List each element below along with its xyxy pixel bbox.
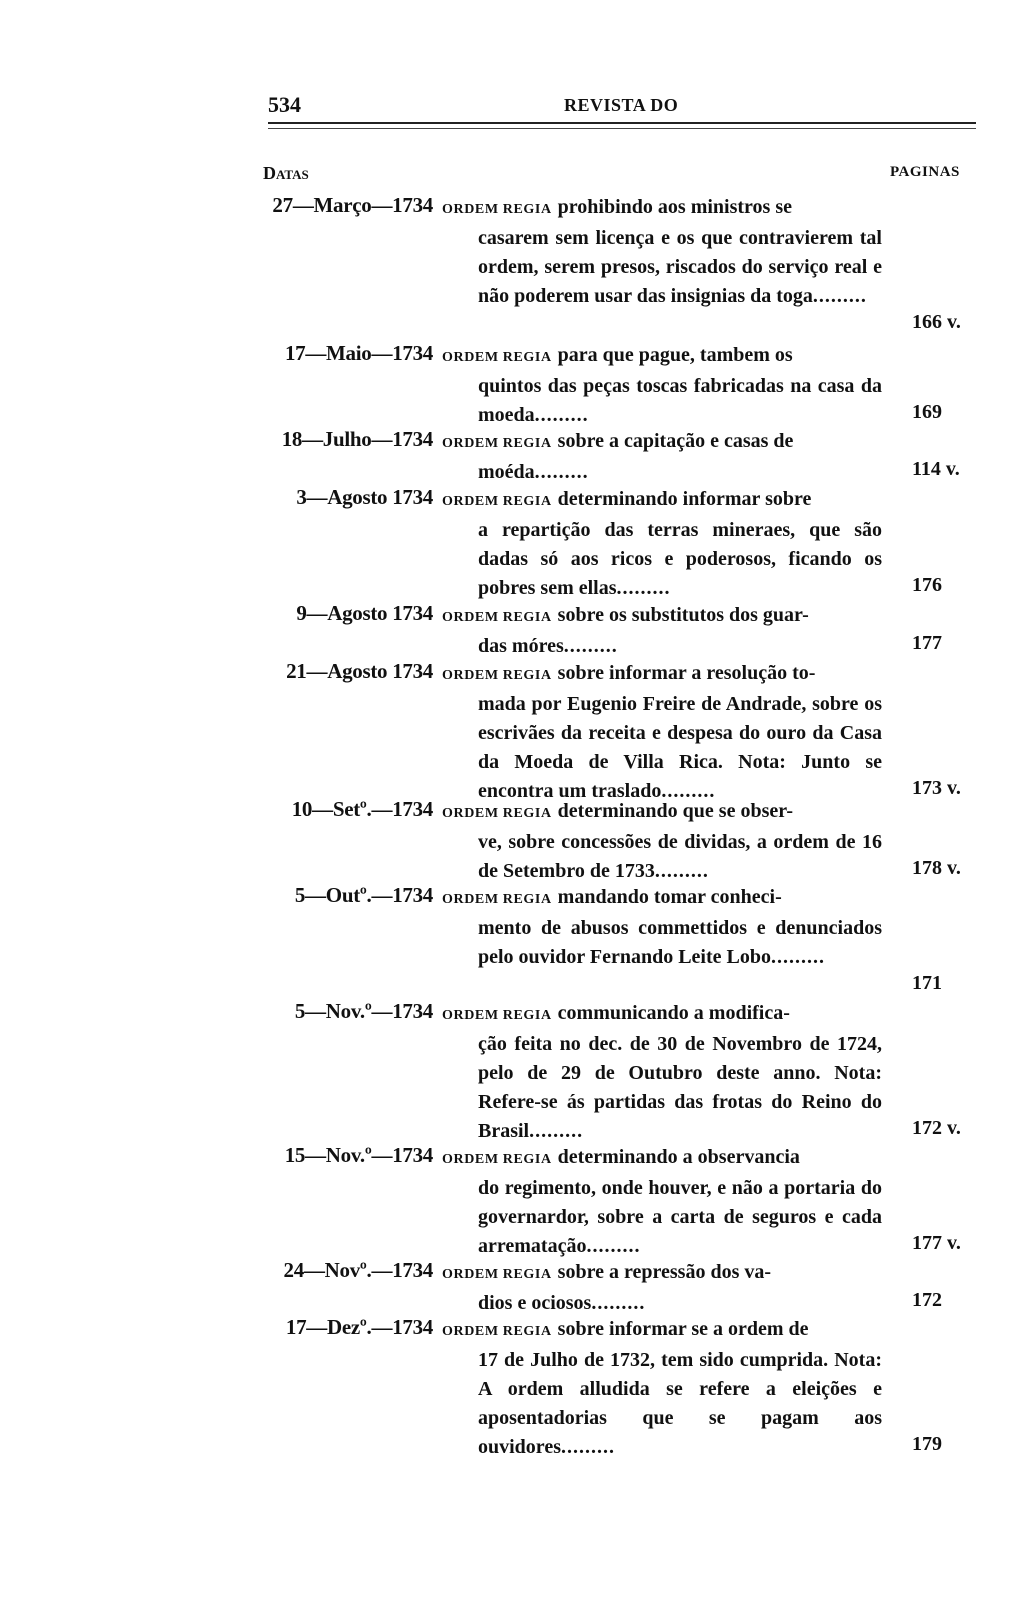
entry-rest-text: a repartição das terras mineraes, que são dadas só aos ricos e poderosos, ficando os pobres sem ellas [478,519,882,599]
table-row [0,797,1033,884]
entry-page-number: 114 v. [912,458,960,480]
page-number: 534 [268,92,301,117]
leader-dots: ......... [563,635,618,657]
entry-lead: ORDEM REGIA [442,610,552,625]
leader-dots: ......... [812,285,867,307]
leader-dots: ......... [661,780,716,802]
table-row [0,1315,1033,1460]
table-row [0,1258,1033,1316]
table-row [0,601,1033,659]
entry-page-number: 177 v. [912,1232,961,1254]
entry-lead: ORDEM REGIA [442,892,552,907]
entry-description [442,1143,882,1261]
entry-continuation [442,1030,882,1146]
entry-date: 5—Nov.º—1734 [294,999,433,1023]
entry-first-line: determinando a observancia [557,1146,800,1168]
entry-date: 9—Agosto 1734 [296,601,433,625]
entry-page-number: 179 [912,1433,942,1455]
leader-dots: ......... [771,946,825,968]
table-row [0,485,1033,601]
entry-description [442,999,882,1146]
entry-page-number: 173 v. [912,777,961,799]
leader-dots: ......... [534,461,589,483]
leader-dots: ......... [529,1120,584,1142]
entry-first-line: para que pague, tambem os [557,344,793,366]
table-row [0,427,1033,485]
entry-lead: ORDEM REGIA [442,202,552,217]
entry-first-line: communicando a modifica- [557,1002,790,1024]
entry-lead: ORDEM REGIA [442,806,552,821]
entry-page-number: 166 v. [912,311,961,333]
entry-date: 18—Julho—1734 [281,427,433,451]
leader-dots: ......... [654,860,709,882]
entry-rest-text: 17 de Julho de 1732, tem sido cumprida. Nota: A ordem alludida se refere a eleições e aposentadorias que se pagam aos ouvidores [478,1349,882,1458]
entry-first-line: sobre informar se a ordem de [557,1318,809,1340]
entry-continuation [442,1289,882,1318]
entry-date: 15—Nov.º—1734 [284,1143,433,1167]
entry-first-line: prohibindo aos ministros se [557,196,792,218]
entry-continuation [442,690,882,806]
pages-column-heading: PAGINAS [890,164,960,180]
entry-lead: ORDEM REGIA [442,350,552,365]
entry-continuation [442,828,882,886]
entry-continuation [442,458,882,487]
entry-rest-text: ve, sobre concessões de dividas, a ordem de 16 de Setembro de 1733 [478,831,882,882]
entry-date: 27—Março—1734 [272,193,433,217]
entry-rest-text: ção feita no dec. de 30 de Novembro de 1724, pelo de 29 de Outubro deste anno. Nota: Refere-se ás partidas das frotas do Reino do Brasil [478,1033,882,1142]
entry-rest-text: casarem sem licença e os que contravierem tal ordem, serem presos, riscados do serviço real e não poderem usar das insignias da toga [478,227,882,307]
entry-date: 24—Novº.—1734 [283,1258,433,1282]
table-row [0,659,1033,804]
entry-continuation [442,1346,882,1462]
entry-continuation [442,1174,882,1261]
entry-date: 17—Maio—1734 [284,341,433,365]
entry-first-line: sobre a capitação e casas de [557,430,794,452]
entry-lead: ORDEM REGIA [442,1324,552,1339]
leader-dots: ......... [534,404,589,426]
entry-description [442,601,882,661]
entry-description [442,1315,882,1462]
entry-continuation [442,516,882,603]
entry-rest-text: moéda [478,461,535,483]
entry-page-number: 172 [912,1289,942,1311]
entry-first-line: sobre informar a resolução to- [557,662,816,684]
entry-first-line: sobre os substitutos dos guar- [557,604,809,626]
entry-rest-text: mento de abusos commettidos e denunciados pelo ouvidor Fernando Leite Lobo [478,917,882,968]
entry-rest-text: quintos das peças toscas fabricadas na casa da moeda [478,375,882,426]
entry-first-line: determinando que se obser- [557,800,794,822]
entry-description [442,485,882,603]
header-rule [268,122,976,129]
running-header [268,92,978,132]
entry-lead: ORDEM REGIA [442,1267,552,1282]
entry-rest-text: do regimento, onde houver, e não a portaria do governardor, sobre a carta de seguros e cada arrematação [478,1177,882,1257]
entry-description [442,341,882,430]
entry-lead: ORDEM REGIA [442,1152,552,1167]
entry-lead: ORDEM REGIA [442,436,552,451]
table-row [0,883,1033,999]
entry-date: 10—Setº.—1734 [291,797,433,821]
table-row [0,999,1033,1144]
entry-description [442,883,882,972]
entry-page-number: 178 v. [912,857,961,879]
entry-lead: ORDEM REGIA [442,494,552,509]
leader-dots: ......... [586,1235,641,1257]
entry-lead: ORDEM REGIA [442,1008,552,1023]
entry-date: 5—Outº.—1734 [294,883,433,907]
entry-description [442,193,882,311]
entry-page-number: 172 v. [912,1117,961,1139]
entry-page-number: 171 [912,972,942,994]
leader-dots: ......... [560,1436,615,1458]
entry-continuation [442,632,882,661]
entry-page-number: 177 [912,632,942,654]
entry-rest-text: dios e ociosos [478,1292,592,1314]
entry-rest-text: mada por Eugenio Freire de Andrade, sobre os escrivães da receita e despesa do ouro da Casa da Moeda de Villa Rica. Nota: Junto se encontra um traslado [478,693,882,802]
leader-dots: ......... [591,1292,646,1314]
entry-description [442,1258,882,1318]
table-row [0,193,1033,338]
table-row [0,1143,1033,1259]
entry-lead: ORDEM REGIA [442,668,552,683]
dates-column-heading: Datas [263,163,309,183]
entry-description [442,797,882,886]
entry-date: 21—Agosto 1734 [286,659,433,683]
entry-continuation [442,914,882,972]
entry-date: 3—Agosto 1734 [296,485,433,509]
entry-first-line: sobre a repressão dos va- [557,1261,772,1283]
entry-description [442,659,882,806]
entry-first-line: mandando tomar conheci- [557,886,782,908]
entry-continuation [442,372,882,430]
leader-dots: ......... [616,577,671,599]
journal-title: REVISTA DO [564,95,679,115]
entry-first-line: determinando informar sobre [557,488,812,510]
entry-page-number: 176 [912,574,942,596]
entry-continuation [442,224,882,311]
table-row [0,341,1033,428]
entry-description [442,427,882,487]
entry-rest-text: das móres [478,635,564,657]
entry-date: 17—Dezº.—1734 [285,1315,433,1339]
entry-page-number: 169 [912,401,942,423]
